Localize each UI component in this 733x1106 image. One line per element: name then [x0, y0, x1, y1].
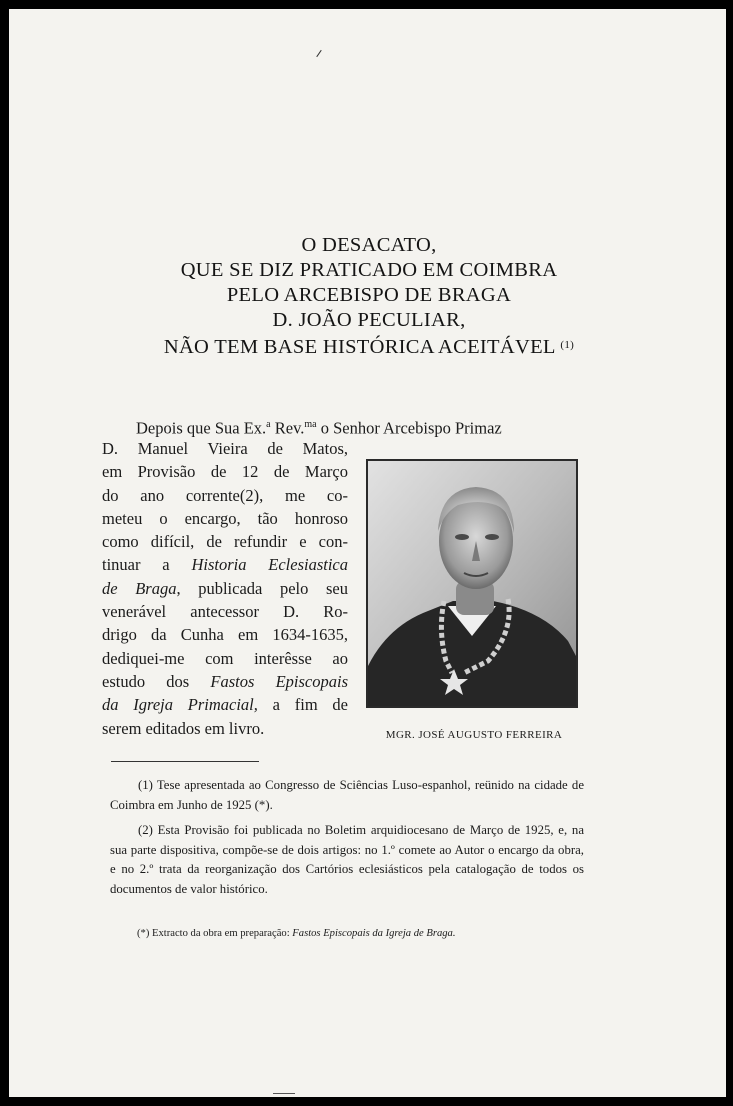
body-line: [102, 553, 348, 576]
extract-italic-title: Fastos Episcopais da Igreja de Braga.: [292, 928, 456, 939]
body-text-segment: , publicada pelo seu: [176, 578, 348, 598]
body-column: [102, 437, 348, 740]
body-line: serem editados em livro.: [102, 718, 265, 738]
title-line-4: D. JOÃO PECULIAR,: [272, 309, 466, 331]
portrait-photo-icon: [368, 461, 576, 706]
body-line: D. Manuel Vieira de Matos,: [102, 439, 348, 458]
body-text-segment: o Senhor Arcebispo Primaz: [316, 418, 502, 438]
portrait-photo: [366, 459, 578, 708]
body-text-segment: tinuar a: [102, 555, 192, 575]
body-line: [102, 484, 348, 507]
body-line: drigo da Cunha em 1634-1635,: [102, 625, 348, 645]
body-text-segment: , me co-: [259, 485, 348, 505]
photo-caption: MGR. JOSÉ AUGUSTO FERREIRA: [385, 729, 563, 741]
footnote-divider: [111, 761, 259, 762]
superscript: a: [266, 419, 271, 430]
body-line: [102, 577, 348, 600]
title-line-5-text: NÃO TEM BASE HISTÓRICA ACEITÁVEL: [163, 336, 555, 358]
italic-title: da Igreja Primacial,: [102, 695, 258, 715]
body-text-segment: estudo dos: [102, 671, 211, 691]
body-line: venerável antecessor D. Ro-: [102, 602, 348, 622]
italic-title: Historia Eclesiastica: [191, 555, 348, 575]
footnote-1: (1) Tese apresentada ao Congresso de Sciências Luso-espanhol, reünido na cidade de Coimbra em Junho de 1925 (*).: [110, 778, 584, 812]
title-line-1: O DESACATO,: [301, 234, 437, 256]
article-title: [69, 233, 669, 360]
extract-text: (*) Extracto da obra em preparação:: [137, 928, 293, 939]
body-text-segment: do ano corrente: [102, 485, 240, 505]
page-bottom-mark: [273, 1093, 295, 1094]
title-footnote-ref[interactable]: (1): [560, 339, 575, 351]
body-text-segment: Rev.: [270, 418, 305, 438]
title-line-2: QUE SE DIZ PRATICADO EM COIMBRA: [180, 259, 558, 281]
body-text-segment: Depois que Sua Ex.: [136, 418, 267, 438]
body-line: como difícil, de refundir e con-: [102, 532, 348, 552]
body-first-line: [102, 413, 622, 440]
footnotes: [110, 776, 584, 906]
body-line: em Provisão de 12 de Março: [102, 462, 348, 482]
body-line: dediquei-me com interêsse ao: [102, 648, 348, 668]
stray-pen-mark: [316, 50, 321, 57]
body-line: [102, 693, 348, 716]
footnote-2: (2) Esta Provisão foi publicada no Boletim arquidiocesano de Março de 1925, e, na sua parte dispositiva, compõe-se de dois artigos: no 1.º comete ao Autor o encargo da obra, e no 2.º trata da reorganização dos Cartórios eclesiásticos pela catalogação de todos os documentos de valor histórico.: [110, 823, 584, 896]
extract-note: [137, 927, 567, 941]
body-line: meteu o encargo, tão honroso: [102, 508, 348, 528]
italic-title: de Braga: [102, 578, 177, 598]
body-text-segment: a fim de: [257, 695, 349, 715]
superscript: ma: [304, 419, 317, 430]
italic-title: Fastos Episcopais: [210, 671, 349, 691]
title-line-3: PELO ARCEBISPO DE BRAGA: [226, 284, 512, 306]
body-line: [102, 670, 348, 693]
footnote-ref-2[interactable]: (2): [239, 485, 260, 505]
document-page: [9, 9, 726, 1097]
title-line-5: [69, 333, 669, 360]
